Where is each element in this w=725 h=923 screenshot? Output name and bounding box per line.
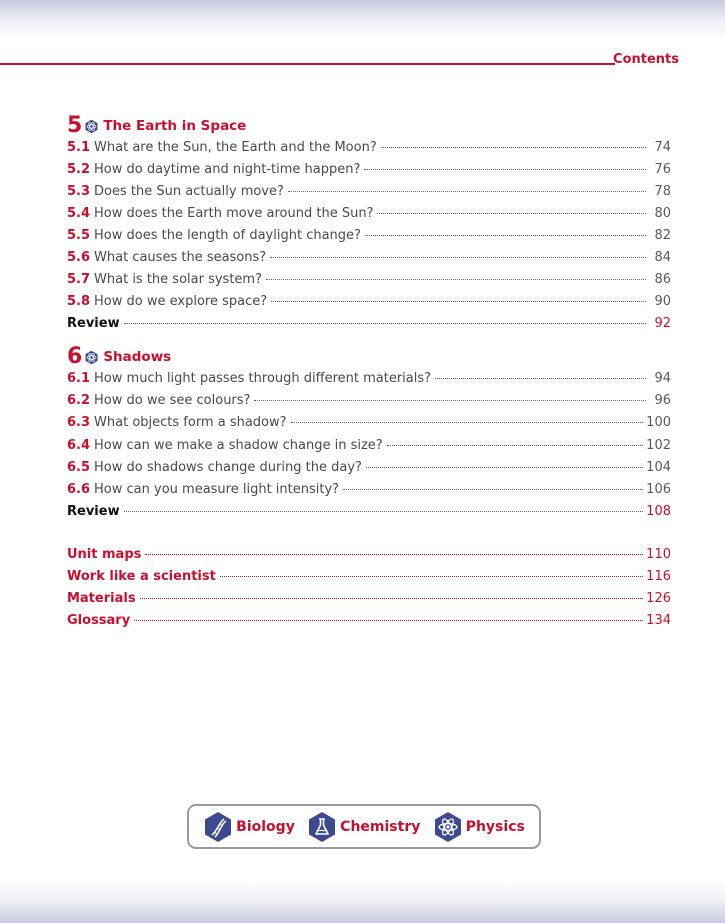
leader-dots bbox=[254, 400, 646, 401]
topic-number: 5.3 bbox=[67, 184, 91, 199]
back-matter-row[interactable] bbox=[67, 547, 671, 567]
leader-dots bbox=[364, 169, 646, 170]
legend-physics bbox=[433, 811, 525, 843]
toc-row[interactable] bbox=[67, 294, 671, 314]
leader-dots bbox=[288, 191, 646, 192]
page-number: 76 bbox=[654, 162, 671, 177]
topic-title: How do daytime and night-time happen? bbox=[94, 162, 361, 177]
unit-title: The Earth in Space bbox=[103, 118, 247, 134]
leader-dots bbox=[366, 467, 643, 468]
topic-title: Does the Sun actually move? bbox=[94, 184, 284, 199]
toc-row[interactable] bbox=[67, 184, 671, 204]
page-number: 108 bbox=[646, 504, 671, 519]
topic-title: How much light passes through different materials? bbox=[94, 371, 432, 386]
topic-number: 6.5 bbox=[67, 460, 91, 475]
unit-number: 6 bbox=[67, 344, 83, 369]
toc-row[interactable] bbox=[67, 272, 671, 292]
toc-row[interactable] bbox=[67, 460, 671, 480]
page-number: 134 bbox=[646, 613, 671, 628]
leader-dots bbox=[271, 301, 646, 302]
toc-row[interactable] bbox=[67, 250, 671, 270]
leader-dots bbox=[270, 257, 646, 258]
topic-title: How can we make a shadow change in size? bbox=[94, 438, 383, 453]
topic-number: 6.2 bbox=[67, 393, 91, 408]
page-number: 100 bbox=[646, 415, 671, 430]
legend-biology bbox=[203, 811, 295, 843]
toc-row[interactable] bbox=[67, 206, 671, 226]
page-number: 74 bbox=[654, 140, 671, 155]
leader-dots bbox=[435, 378, 646, 379]
toc-row[interactable] bbox=[67, 415, 671, 435]
page-number: 126 bbox=[646, 591, 671, 606]
toc-row[interactable] bbox=[67, 371, 671, 391]
review-row[interactable] bbox=[67, 316, 671, 336]
page-number: 94 bbox=[654, 371, 671, 386]
back-matter-row[interactable] bbox=[67, 569, 671, 589]
leader-dots bbox=[124, 511, 644, 512]
toc-row[interactable] bbox=[67, 482, 671, 502]
page-number: 104 bbox=[646, 460, 671, 475]
page-number: 102 bbox=[646, 438, 671, 453]
leader-dots bbox=[377, 213, 646, 214]
page-number: 92 bbox=[654, 316, 671, 331]
page-number: 96 bbox=[654, 393, 671, 408]
legend-label: Chemistry bbox=[340, 818, 421, 835]
legend-label: Physics bbox=[465, 818, 525, 835]
topic-number: 6.4 bbox=[67, 438, 91, 453]
topic-title: What are the Sun, the Earth and the Moon? bbox=[94, 140, 377, 155]
back-matter-row[interactable] bbox=[67, 613, 671, 633]
review-label: Review bbox=[67, 316, 120, 331]
toc-row[interactable] bbox=[67, 140, 671, 160]
dna-icon bbox=[203, 811, 233, 843]
review-row[interactable] bbox=[67, 504, 671, 524]
back-matter-label: Work like a scientist bbox=[67, 569, 216, 584]
topic-number: 6.6 bbox=[67, 482, 91, 497]
topic-number: 5.1 bbox=[67, 140, 91, 155]
leader-dots bbox=[381, 147, 646, 148]
leader-dots bbox=[291, 422, 644, 423]
leader-dots bbox=[266, 279, 646, 280]
leader-dots bbox=[145, 554, 643, 555]
atom-icon bbox=[433, 811, 463, 843]
leader-dots bbox=[365, 235, 646, 236]
leader-dots bbox=[134, 620, 643, 621]
topic-title: What objects form a shadow? bbox=[94, 415, 287, 430]
page-number: 116 bbox=[646, 569, 671, 584]
page-number: 80 bbox=[654, 206, 671, 221]
physics-hex-icon bbox=[84, 119, 99, 134]
topic-number: 6.1 bbox=[67, 371, 91, 386]
topic-number: 5.7 bbox=[67, 272, 91, 287]
page-number: 90 bbox=[654, 294, 671, 309]
page-number: 84 bbox=[654, 250, 671, 265]
topic-title: How can you measure light intensity? bbox=[94, 482, 340, 497]
leader-dots bbox=[220, 576, 643, 577]
topic-title: How do we explore space? bbox=[94, 294, 268, 309]
topic-number: 5.4 bbox=[67, 206, 91, 221]
legend-label: Biology bbox=[236, 818, 295, 835]
topic-title: What causes the seasons? bbox=[94, 250, 267, 265]
review-label: Review bbox=[67, 504, 120, 519]
page-title: Contents bbox=[613, 52, 679, 67]
topic-number: 5.2 bbox=[67, 162, 91, 177]
header-rule bbox=[0, 63, 615, 65]
flask-icon bbox=[307, 811, 337, 843]
unit-title: Shadows bbox=[103, 349, 172, 365]
toc-row[interactable] bbox=[67, 438, 671, 458]
leader-dots bbox=[387, 445, 643, 446]
unit-6-heading bbox=[67, 346, 171, 368]
subject-legend bbox=[187, 804, 541, 849]
back-matter-label: Glossary bbox=[67, 613, 131, 628]
leader-dots bbox=[343, 489, 643, 490]
legend-chemistry bbox=[307, 811, 420, 843]
topic-number: 5.8 bbox=[67, 294, 91, 309]
topic-title: How does the length of daylight change? bbox=[94, 228, 361, 243]
unit-5-heading bbox=[67, 115, 246, 137]
physics-hex-icon bbox=[84, 350, 99, 365]
toc-row[interactable] bbox=[67, 228, 671, 248]
page-number: 78 bbox=[654, 184, 671, 199]
topic-number: 5.6 bbox=[67, 250, 91, 265]
topic-number: 5.5 bbox=[67, 228, 91, 243]
leader-dots bbox=[124, 323, 646, 324]
page-number: 86 bbox=[654, 272, 671, 287]
toc-row[interactable] bbox=[67, 162, 671, 182]
topic-title: How does the Earth move around the Sun? bbox=[94, 206, 374, 221]
back-matter-label: Materials bbox=[67, 591, 136, 606]
topic-title: How do we see colours? bbox=[94, 393, 251, 408]
page-number: 106 bbox=[646, 482, 671, 497]
topic-title: What is the solar system? bbox=[94, 272, 262, 287]
page-number: 110 bbox=[646, 547, 671, 562]
page-number: 82 bbox=[654, 228, 671, 243]
back-matter-label: Unit maps bbox=[67, 547, 142, 562]
toc-row[interactable] bbox=[67, 393, 671, 413]
leader-dots bbox=[140, 598, 644, 599]
topic-title: How do shadows change during the day? bbox=[94, 460, 362, 475]
back-matter-row[interactable] bbox=[67, 591, 671, 611]
unit-number: 5 bbox=[67, 113, 83, 138]
topic-number: 6.3 bbox=[67, 415, 91, 430]
